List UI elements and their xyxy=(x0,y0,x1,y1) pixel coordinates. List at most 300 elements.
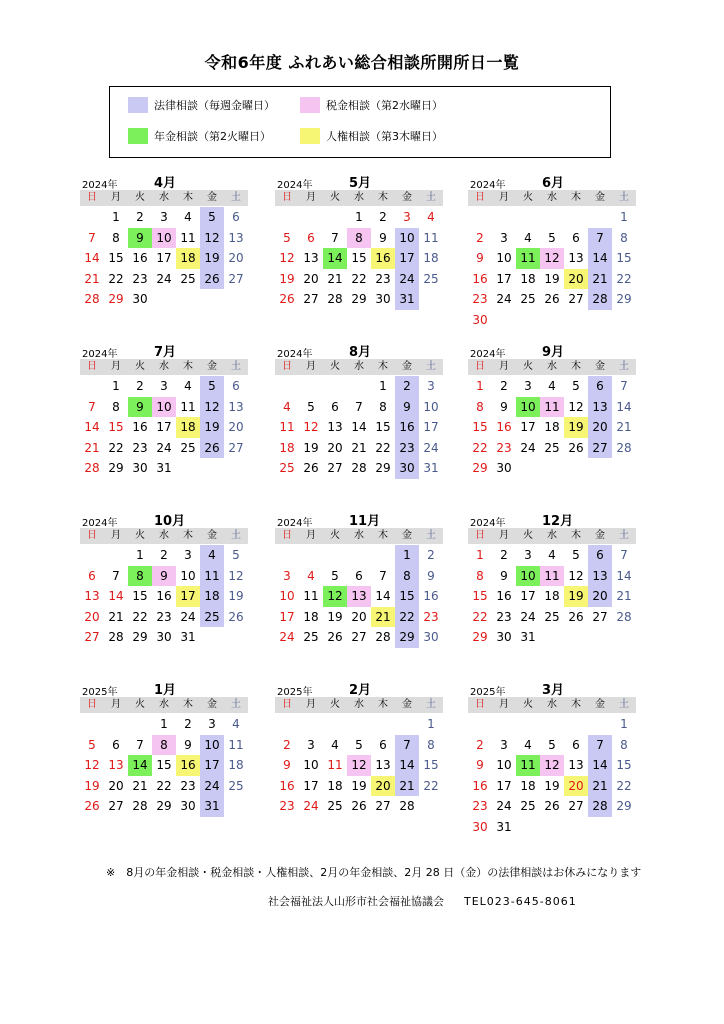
day-cell: 26 xyxy=(568,609,584,624)
day-cell: 19 xyxy=(200,248,224,269)
day-cell: 22 xyxy=(108,440,124,455)
legend-box xyxy=(109,86,611,158)
weekday-label: 日 xyxy=(468,359,492,375)
day-cell: 31 xyxy=(520,630,536,645)
day-cell: 24 xyxy=(279,630,295,645)
day-cell: 30 xyxy=(132,461,148,476)
day-cell: 23 xyxy=(472,799,488,814)
weekday-label: 火 xyxy=(128,528,152,544)
day-cell: 7 xyxy=(379,568,387,583)
day-cell: 13 xyxy=(568,251,584,266)
day-cell: 19 xyxy=(228,589,244,604)
year-label: 2024年 xyxy=(82,518,118,529)
day-cell: 20 xyxy=(564,776,588,797)
day-cell: 4 xyxy=(283,399,291,414)
month-header xyxy=(80,172,248,190)
day-cell: 18 xyxy=(279,440,295,455)
day-cell: 8 xyxy=(395,566,419,587)
day-cell: 2 xyxy=(136,210,144,224)
day-cell: 27 xyxy=(303,292,319,307)
day-cell: 28 xyxy=(84,292,100,307)
day-cell: 23 xyxy=(132,440,148,455)
day-cell: 21 xyxy=(84,440,100,455)
day-cell: 2 xyxy=(160,548,168,562)
day-cell: 13 xyxy=(588,397,612,418)
day-cell: 25 xyxy=(544,440,560,455)
weekday-label: 木 xyxy=(371,697,395,713)
weekday-label: 火 xyxy=(128,359,152,375)
month-header xyxy=(80,679,248,697)
day-cell: 25 xyxy=(520,292,536,307)
legend-law xyxy=(128,97,275,113)
empty-cell xyxy=(80,545,104,566)
day-cell: 11 xyxy=(516,248,540,269)
day-cell: 4 xyxy=(307,568,315,583)
year-label: 2024年 xyxy=(470,518,506,529)
legend-law-swatch xyxy=(128,97,148,113)
day-cell: 28 xyxy=(616,440,632,455)
day-cell: 19 xyxy=(544,271,560,286)
day-cell: 14 xyxy=(395,755,419,776)
empty-cell xyxy=(540,714,564,735)
day-cell: 26 xyxy=(200,269,224,290)
day-cell: 16 xyxy=(496,420,512,435)
weekday-label: 水 xyxy=(152,697,176,713)
day-cell: 1 xyxy=(395,545,419,566)
day-cell: 8 xyxy=(152,735,176,756)
day-cell: 9 xyxy=(476,758,484,773)
legend-rights-label: 人権相談（第3木曜日） xyxy=(326,130,443,143)
day-cell: 22 xyxy=(375,440,391,455)
weekday-label: 金 xyxy=(588,190,612,206)
day-cell: 31 xyxy=(496,819,512,834)
day-cell: 10 xyxy=(423,399,439,414)
day-cell: 3 xyxy=(524,548,532,562)
day-grid xyxy=(275,545,443,648)
empty-cell xyxy=(371,714,395,735)
day-cell: 20 xyxy=(228,251,244,266)
weekday-header xyxy=(80,528,248,544)
weekday-label: 火 xyxy=(516,697,540,713)
day-cell: 4 xyxy=(232,717,240,731)
weekday-label: 火 xyxy=(323,190,347,206)
day-cell: 30 xyxy=(132,292,148,307)
month-label: 2月 xyxy=(349,683,372,698)
day-cell: 13 xyxy=(228,230,244,245)
empty-cell xyxy=(275,207,299,228)
year-label: 2024年 xyxy=(470,349,506,360)
day-cell: 18 xyxy=(200,586,224,607)
day-cell: 27 xyxy=(568,799,584,814)
footer-organization xyxy=(268,893,577,909)
day-cell: 3 xyxy=(184,548,192,562)
month-label: 5月 xyxy=(349,176,372,191)
day-cell: 18 xyxy=(176,417,200,438)
day-cell: 26 xyxy=(84,799,100,814)
day-cell: 6 xyxy=(588,545,612,566)
month-label: 7月 xyxy=(154,345,177,360)
weekday-label: 金 xyxy=(588,359,612,375)
weekday-label: 木 xyxy=(564,190,588,206)
empty-cell xyxy=(275,376,299,397)
day-cell: 22 xyxy=(156,778,172,793)
day-grid xyxy=(80,545,248,648)
day-cell: 12 xyxy=(200,397,224,418)
legend-pension xyxy=(128,128,271,144)
day-cell: 19 xyxy=(564,417,588,438)
day-cell: 12 xyxy=(540,755,564,776)
month-label: 11月 xyxy=(349,514,381,529)
weekday-label: 金 xyxy=(588,528,612,544)
weekday-label: 金 xyxy=(395,190,419,206)
legend-rights-swatch xyxy=(300,128,320,144)
day-cell: 24 xyxy=(200,776,224,797)
day-cell: 1 xyxy=(620,210,628,224)
day-cell: 17 xyxy=(279,609,295,624)
day-cell: 8 xyxy=(347,228,371,249)
weekday-label: 日 xyxy=(80,359,104,375)
day-cell: 29 xyxy=(395,627,419,648)
day-cell: 11 xyxy=(423,230,439,245)
day-cell: 7 xyxy=(331,230,339,245)
day-cell: 11 xyxy=(180,230,196,245)
month-calendar xyxy=(80,172,248,310)
empty-cell xyxy=(275,714,299,735)
day-cell: 17 xyxy=(496,778,512,793)
weekday-header xyxy=(275,697,443,713)
day-cell: 4 xyxy=(427,210,435,224)
day-grid xyxy=(275,207,443,310)
year-label: 2024年 xyxy=(277,518,313,529)
weekday-label: 水 xyxy=(152,528,176,544)
day-grid xyxy=(468,376,636,479)
weekday-label: 木 xyxy=(176,528,200,544)
day-cell: 7 xyxy=(136,737,144,752)
day-cell: 21 xyxy=(84,271,100,286)
empty-cell xyxy=(128,714,152,735)
weekday-label: 月 xyxy=(104,697,128,713)
day-cell: 15 xyxy=(156,758,172,773)
day-cell: 31 xyxy=(200,796,224,817)
day-cell: 10 xyxy=(395,228,419,249)
day-cell: 21 xyxy=(588,776,612,797)
day-cell: 18 xyxy=(520,778,536,793)
day-cell: 6 xyxy=(112,737,120,752)
day-cell: 30 xyxy=(496,630,512,645)
day-cell: 20 xyxy=(108,778,124,793)
day-cell: 13 xyxy=(108,758,124,773)
day-cell: 29 xyxy=(616,292,632,307)
day-cell: 29 xyxy=(132,630,148,645)
month-calendar xyxy=(468,341,636,479)
legend-pension-swatch xyxy=(128,128,148,144)
weekday-label: 土 xyxy=(224,190,248,206)
day-cell: 31 xyxy=(395,289,419,310)
day-cell: 25 xyxy=(520,799,536,814)
day-cell: 22 xyxy=(616,778,632,793)
day-cell: 6 xyxy=(232,379,240,393)
day-grid xyxy=(468,207,636,331)
month-header xyxy=(275,510,443,528)
day-cell: 24 xyxy=(303,799,319,814)
month-header xyxy=(80,341,248,359)
day-cell: 23 xyxy=(472,292,488,307)
day-cell: 17 xyxy=(423,420,439,435)
day-cell: 25 xyxy=(303,630,319,645)
day-cell: 30 xyxy=(375,292,391,307)
weekday-label: 月 xyxy=(492,190,516,206)
day-cell: 25 xyxy=(544,609,560,624)
day-cell: 17 xyxy=(520,420,536,435)
day-grid xyxy=(468,545,636,648)
day-cell: 1 xyxy=(620,717,628,731)
day-cell: 5 xyxy=(548,230,556,245)
day-cell: 17 xyxy=(200,755,224,776)
weekday-label: 水 xyxy=(152,190,176,206)
closure-note: ※ 8月の年金相談・税金相談・人権相談、2月の年金相談、2月 28 日（金）の法律相談はお休みになります xyxy=(106,866,642,879)
day-cell: 23 xyxy=(156,609,172,624)
day-cell: 9 xyxy=(500,568,508,583)
day-cell: 2 xyxy=(500,548,508,562)
empty-cell xyxy=(347,376,371,397)
day-cell: 6 xyxy=(355,568,363,583)
weekday-label: 土 xyxy=(224,528,248,544)
day-cell: 9 xyxy=(283,758,291,773)
day-cell: 18 xyxy=(327,778,343,793)
day-cell: 24 xyxy=(156,271,172,286)
weekday-label: 金 xyxy=(588,697,612,713)
weekday-label: 日 xyxy=(468,528,492,544)
day-cell: 9 xyxy=(379,230,387,245)
day-cell: 24 xyxy=(180,609,196,624)
day-cell: 13 xyxy=(588,566,612,587)
day-cell: 8 xyxy=(476,399,484,414)
day-cell: 3 xyxy=(500,230,508,245)
weekday-header xyxy=(468,528,636,544)
day-cell: 21 xyxy=(395,776,419,797)
weekday-label: 木 xyxy=(371,528,395,544)
day-cell: 16 xyxy=(156,589,172,604)
day-cell: 27 xyxy=(592,609,608,624)
weekday-label: 土 xyxy=(612,359,636,375)
month-label: 4月 xyxy=(154,176,177,191)
year-label: 2024年 xyxy=(470,180,506,191)
day-cell: 10 xyxy=(516,397,540,418)
day-cell: 16 xyxy=(279,778,295,793)
day-cell: 4 xyxy=(200,545,224,566)
empty-cell xyxy=(516,714,540,735)
organization-name: 社会福祉法人山形市社会福祉協議会 xyxy=(268,895,444,908)
weekday-label: 火 xyxy=(516,190,540,206)
day-cell: 13 xyxy=(568,758,584,773)
day-cell: 2 xyxy=(379,210,387,224)
empty-cell xyxy=(299,207,323,228)
day-cell: 2 xyxy=(283,737,291,752)
day-cell: 24 xyxy=(496,292,512,307)
day-grid xyxy=(275,376,443,479)
day-grid xyxy=(80,714,248,817)
weekday-label: 金 xyxy=(395,528,419,544)
day-cell: 3 xyxy=(283,568,291,583)
day-cell: 3 xyxy=(208,717,216,731)
empty-cell xyxy=(104,714,128,735)
weekday-header xyxy=(468,697,636,713)
day-cell: 14 xyxy=(323,248,347,269)
day-cell: 7 xyxy=(355,399,363,414)
day-cell: 9 xyxy=(128,397,152,418)
day-cell: 21 xyxy=(132,778,148,793)
weekday-label: 水 xyxy=(540,528,564,544)
day-cell: 16 xyxy=(132,251,148,266)
day-cell: 28 xyxy=(108,630,124,645)
weekday-label: 水 xyxy=(347,359,371,375)
empty-cell xyxy=(588,714,612,735)
empty-cell xyxy=(323,714,347,735)
weekday-label: 日 xyxy=(275,190,299,206)
day-cell: 3 xyxy=(307,737,315,752)
day-cell: 10 xyxy=(180,568,196,583)
month-calendar xyxy=(275,341,443,479)
day-cell: 28 xyxy=(588,289,612,310)
weekday-label: 月 xyxy=(492,359,516,375)
day-cell: 30 xyxy=(395,458,419,479)
day-cell: 13 xyxy=(375,758,391,773)
month-header xyxy=(80,510,248,528)
day-cell: 24 xyxy=(520,609,536,624)
month-header xyxy=(468,510,636,528)
weekday-label: 日 xyxy=(468,697,492,713)
weekday-label: 木 xyxy=(564,359,588,375)
month-calendar xyxy=(468,679,636,838)
day-cell: 17 xyxy=(156,251,172,266)
day-cell: 11 xyxy=(540,397,564,418)
month-calendar xyxy=(275,172,443,310)
day-cell: 9 xyxy=(184,737,192,752)
month-header xyxy=(275,172,443,190)
day-cell: 31 xyxy=(180,630,196,645)
weekday-label: 金 xyxy=(395,359,419,375)
day-cell: 5 xyxy=(307,399,315,414)
day-cell: 18 xyxy=(544,589,560,604)
month-header xyxy=(468,172,636,190)
day-cell: 26 xyxy=(544,292,560,307)
empty-cell xyxy=(564,207,588,228)
day-cell: 15 xyxy=(423,758,439,773)
weekday-label: 月 xyxy=(492,697,516,713)
day-cell: 2 xyxy=(427,548,435,562)
weekday-label: 月 xyxy=(492,528,516,544)
day-cell: 19 xyxy=(564,586,588,607)
day-cell: 4 xyxy=(548,548,556,562)
day-cell: 4 xyxy=(184,379,192,393)
day-cell: 8 xyxy=(128,566,152,587)
day-cell: 13 xyxy=(303,251,319,266)
day-cell: 14 xyxy=(588,755,612,776)
day-cell: 4 xyxy=(548,379,556,393)
empty-cell xyxy=(516,207,540,228)
day-cell: 5 xyxy=(331,568,339,583)
legend-rights xyxy=(300,128,443,144)
month-calendar xyxy=(80,341,248,479)
empty-cell xyxy=(468,714,492,735)
day-cell: 1 xyxy=(427,717,435,731)
day-cell: 11 xyxy=(180,399,196,414)
day-cell: 20 xyxy=(588,417,612,438)
empty-cell xyxy=(299,376,323,397)
day-cell: 3 xyxy=(160,379,168,393)
day-grid xyxy=(275,714,443,817)
day-cell: 10 xyxy=(152,228,176,249)
weekday-label: 土 xyxy=(612,528,636,544)
day-cell: 25 xyxy=(180,440,196,455)
day-cell: 22 xyxy=(351,271,367,286)
day-cell: 12 xyxy=(200,228,224,249)
day-cell: 11 xyxy=(303,589,319,604)
day-cell: 10 xyxy=(152,397,176,418)
day-cell: 3 xyxy=(427,379,435,393)
day-cell: 23 xyxy=(279,799,295,814)
day-cell: 9 xyxy=(395,397,419,418)
day-cell: 12 xyxy=(540,248,564,269)
day-cell: 24 xyxy=(496,799,512,814)
legend-law-label: 法律相談（毎週金曜日） xyxy=(154,99,275,112)
day-cell: 4 xyxy=(184,210,192,224)
legend-pension-label: 年金相談（第2火曜日） xyxy=(154,130,271,143)
day-cell: 7 xyxy=(112,568,120,583)
weekday-label: 土 xyxy=(224,697,248,713)
day-cell: 16 xyxy=(176,755,200,776)
day-cell: 25 xyxy=(228,778,244,793)
day-cell: 21 xyxy=(371,607,395,628)
day-cell: 16 xyxy=(395,417,419,438)
day-cell: 12 xyxy=(568,568,584,583)
day-cell: 28 xyxy=(616,609,632,624)
day-cell: 26 xyxy=(544,799,560,814)
day-cell: 29 xyxy=(472,630,488,645)
weekday-label: 土 xyxy=(224,359,248,375)
day-cell: 5 xyxy=(200,376,224,397)
day-cell: 24 xyxy=(520,440,536,455)
empty-cell xyxy=(347,714,371,735)
day-cell: 16 xyxy=(496,589,512,604)
day-cell: 7 xyxy=(620,548,628,562)
weekday-label: 土 xyxy=(419,528,443,544)
day-cell: 2 xyxy=(476,737,484,752)
weekday-label: 木 xyxy=(564,528,588,544)
day-cell: 20 xyxy=(327,440,343,455)
year-label: 2025年 xyxy=(82,687,118,698)
day-cell: 26 xyxy=(279,292,295,307)
month-header xyxy=(468,679,636,697)
weekday-header xyxy=(468,359,636,375)
empty-cell xyxy=(564,714,588,735)
day-cell: 22 xyxy=(395,607,419,628)
month-calendar xyxy=(275,679,443,817)
day-cell: 26 xyxy=(228,609,244,624)
month-header xyxy=(275,341,443,359)
empty-cell xyxy=(468,207,492,228)
day-cell: 12 xyxy=(84,758,100,773)
day-cell: 6 xyxy=(232,210,240,224)
day-cell: 9 xyxy=(152,566,176,587)
day-cell: 29 xyxy=(108,292,124,307)
day-cell: 23 xyxy=(395,438,419,459)
day-cell: 19 xyxy=(327,609,343,624)
day-cell: 22 xyxy=(472,609,488,624)
day-cell: 4 xyxy=(524,230,532,245)
day-cell: 7 xyxy=(88,399,96,414)
weekday-label: 日 xyxy=(468,190,492,206)
